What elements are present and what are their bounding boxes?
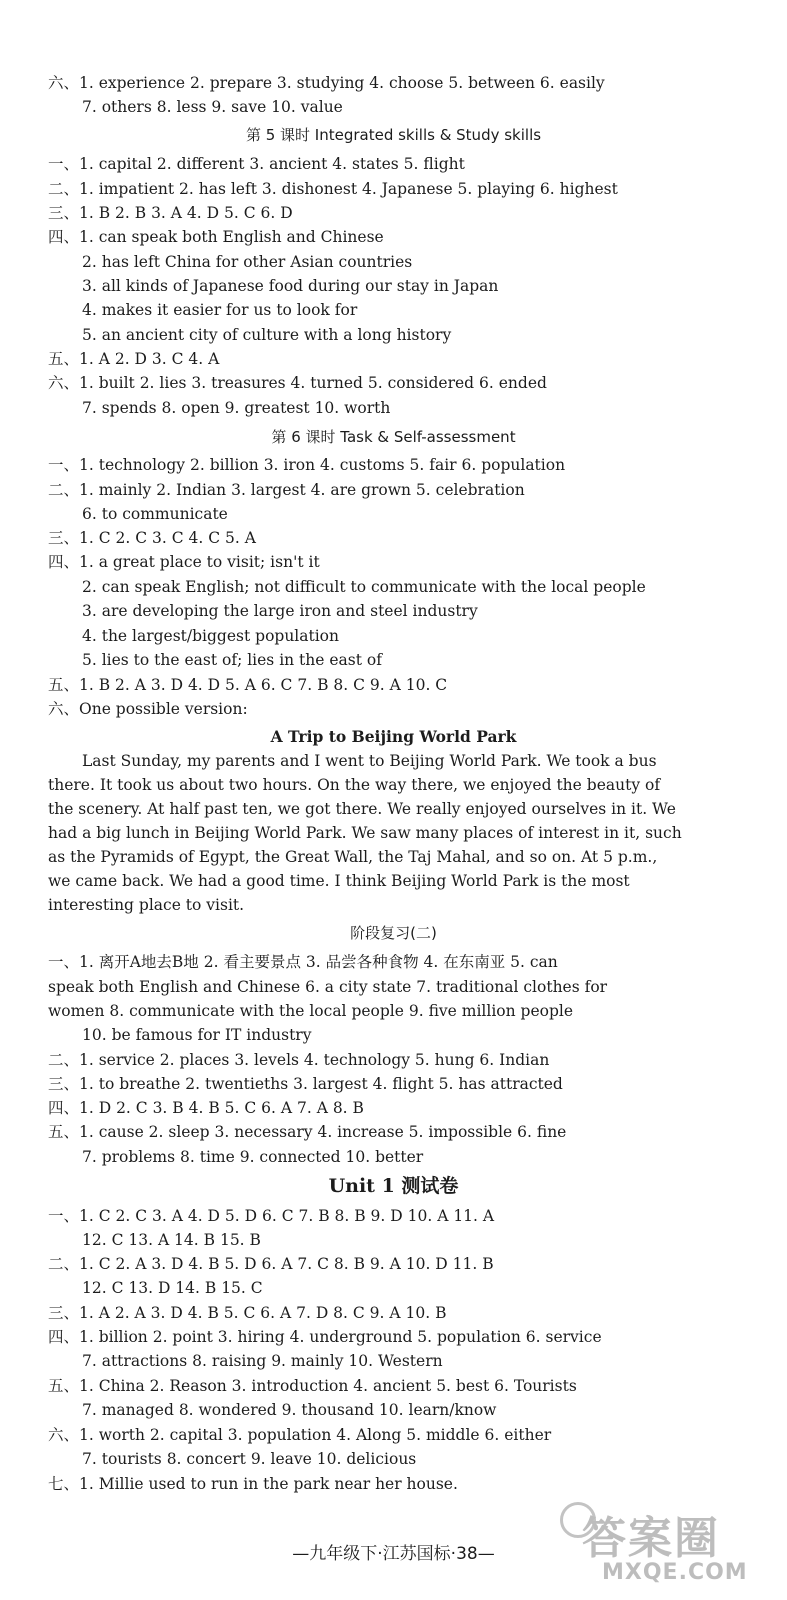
answer-line: 4. makes it easier for us to look for (82, 301, 358, 319)
answer-line: Unit 1 测试卷 (328, 1175, 459, 1197)
answer-line: 7. spends 8. open 9. greatest 10. worth (82, 399, 391, 417)
answer-line: 7. others 8. less 9. save 10. value (82, 98, 343, 116)
watermark-title: 答案圈 (582, 1513, 720, 1564)
answer-line: 四、1. can speak both English and Chinese (48, 228, 384, 246)
answer-line: 3. all kinds of Japanese food during our stay in Japan (82, 277, 499, 295)
answer-line: 七、1. Millie used to run in the park near her house. (48, 1475, 458, 1493)
answer-line: 五、1. China 2. Reason 3. introduction 4. ancient 5. best 6. Tourists (48, 1377, 577, 1395)
answer-line: 阶段复习(二) (350, 924, 437, 942)
answer-line: 二、1. mainly 2. Indian 3. largest 4. are grown 5. celebration (48, 481, 525, 499)
answer-line: 6. to communicate (82, 505, 228, 523)
answer-line: 二、1. impatient 2. has left 3. dishonest 4. Japanese 5. playing 6. highest (48, 180, 618, 198)
answer-line: 2. has left China for other Asian countries (82, 253, 413, 271)
answer-line: 7. managed 8. wondered 9. thousand 10. learn/know (82, 1401, 497, 1419)
answer-line: 六、1. experience 2. prepare 3. studying 4. choose 5. between 6. easily (48, 74, 605, 92)
answer-line: 三、1. A 2. A 3. D 4. B 5. C 6. A 7. D 8. C 9. A 10. B (48, 1304, 447, 1322)
answer-line: A Trip to Beijing World Park (270, 727, 517, 746)
answer-line: 第 6 课时 Task & Self-assessment (271, 428, 516, 446)
answer-line: 四、1. billion 2. point 3. hiring 4. underground 5. population 6. service (48, 1328, 602, 1346)
answer-line: 一、1. capital 2. different 3. ancient 4. states 5. flight (48, 155, 465, 173)
answer-line: 2. can speak English; not difficult to communicate with the local people (82, 578, 646, 596)
answer-line: 7. problems 8. time 9. connected 10. better (82, 1148, 424, 1166)
answer-line: 三、1. C 2. C 3. C 4. C 5. A (48, 529, 256, 547)
answer-line: 12. C 13. D 14. B 15. C (82, 1279, 263, 1297)
answer-line: 7. tourists 8. concert 9. leave 10. delicious (82, 1450, 417, 1468)
answer-line: speak both English and Chinese 6. a city state 7. traditional clothes for (48, 978, 608, 996)
answer-line: as the Pyramids of Egypt, the Great Wall, the Taj Mahal, and so on. At 5 p.m., (48, 848, 658, 866)
answer-line: 五、1. A 2. D 3. C 4. A (48, 350, 220, 368)
answer-line: 一、1. C 2. C 3. A 4. D 5. D 6. C 7. B 8. B 9. D 10. A 11. A (48, 1207, 495, 1225)
answer-line: 三、1. to breathe 2. twentieths 3. largest 4. flight 5. has attracted (48, 1075, 563, 1093)
answer-line: there. It took us about two hours. On the way there, we enjoyed the beauty of (48, 776, 661, 794)
answer-line: 一、1. technology 2. billion 3. iron 4. customs 5. fair 6. population (48, 456, 566, 474)
answer-line: 六、1. built 2. lies 3. treasures 4. turned 5. considered 6. ended (48, 374, 547, 392)
answer-line: 第 5 课时 Integrated skills & Study skills (245, 126, 542, 144)
answer-line: 二、1. C 2. A 3. D 4. B 5. D 6. A 7. C 8. B 9. A 10. D 11. B (48, 1255, 494, 1273)
answer-line: 3. are developing the large iron and steel industry (82, 602, 478, 620)
answer-line: 三、1. B 2. B 3. A 4. D 5. C 6. D (48, 204, 293, 222)
answer-line: interesting place to visit. (48, 896, 245, 914)
answer-line: Last Sunday, my parents and I went to Beijing World Park. We took a bus (82, 752, 657, 770)
answer-line: 5. lies to the east of; lies in the east of (82, 651, 382, 669)
answer-line: the scenery. At half past ten, we got there. We really enjoyed ourselves in it. We (48, 800, 676, 818)
answer-line: 7. attractions 8. raising 9. mainly 10. Western (82, 1352, 443, 1370)
answer-line: women 8. communicate with the local people 9. five million people (48, 1002, 574, 1020)
answer-line: 五、1. B 2. A 3. D 4. D 5. A 6. C 7. B 8. C 9. A 10. C (48, 676, 448, 694)
answer-line: 六、1. worth 2. capital 3. population 4. Along 5. middle 6. either (48, 1426, 552, 1444)
answer-line: 4. the largest/biggest population (82, 627, 339, 645)
answer-line: 一、1. 离开A地去B地 2. 看主要景点 3. 品尝各种食物 4. 在东南亚 5. can (48, 953, 558, 971)
answer-line: 四、1. D 2. C 3. B 4. B 5. C 6. A 7. A 8. B (48, 1099, 364, 1117)
answer-line: 5. an ancient city of culture with a long history (82, 326, 452, 344)
watermark-logo (560, 1500, 780, 1595)
answer-line: 五、1. cause 2. sleep 3. necessary 4. increase 5. impossible 6. fine (48, 1123, 567, 1141)
answer-line: had a big lunch in Beijing World Park. We saw many places of interest in it, such (48, 824, 682, 842)
page-footer: —九年级下·江苏国标·38— (292, 1544, 495, 1564)
answer-line: 六、One possible version: (48, 700, 248, 718)
answer-line: 10. be famous for IT industry (82, 1026, 312, 1044)
answer-line: 12. C 13. A 14. B 15. B (82, 1231, 261, 1249)
answer-line: 二、1. service 2. places 3. levels 4. technology 5. hung 6. Indian (48, 1051, 550, 1069)
watermark-url: MXQE.COM (602, 1560, 748, 1585)
answer-line: we came back. We had a good time. I think Beijing World Park is the most (48, 872, 630, 890)
answer-line: 四、1. a great place to visit; isn't it (48, 553, 320, 571)
